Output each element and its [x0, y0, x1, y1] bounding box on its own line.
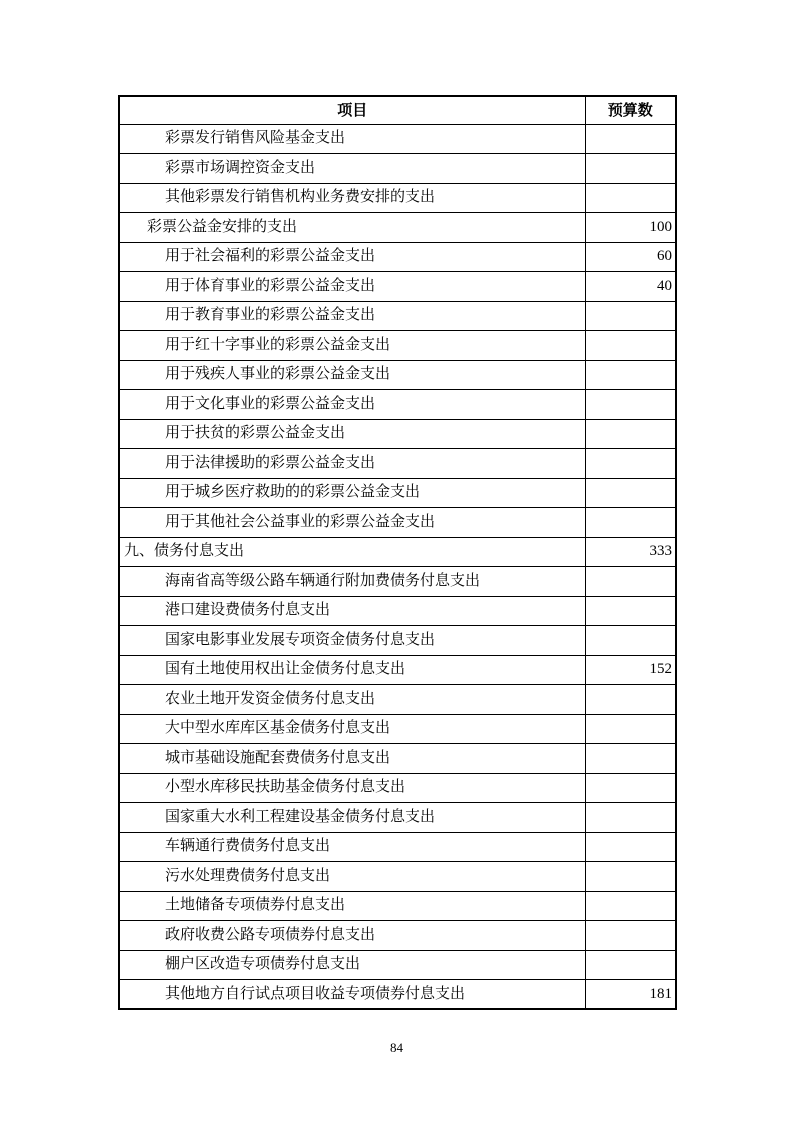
item-label-cell: 用于法律援助的彩票公益金支出 — [119, 449, 585, 479]
budget-value-cell: 333 — [585, 537, 676, 567]
table-row — [119, 567, 676, 597]
item-label-cell: 其他地方自行试点项目收益专项债券付息支出 — [119, 980, 585, 1010]
budget-value-cell — [585, 596, 676, 626]
item-label-cell: 其他彩票发行销售机构业务费安排的支出 — [119, 183, 585, 213]
budget-value-cell — [585, 301, 676, 331]
table-row — [119, 950, 676, 980]
item-label-cell: 用于城乡医疗救助的的彩票公益金支出 — [119, 478, 585, 508]
table-row — [119, 537, 676, 567]
budget-value-cell — [585, 950, 676, 980]
budget-value-cell — [585, 360, 676, 390]
page-number: 84 — [390, 1040, 403, 1055]
table-row — [119, 714, 676, 744]
budget-value-cell — [585, 832, 676, 862]
item-label-cell: 用于文化事业的彩票公益金支出 — [119, 390, 585, 420]
item-label-cell: 用于扶贫的彩票公益金支出 — [119, 419, 585, 449]
table-row — [119, 390, 676, 420]
table-header-row — [119, 96, 676, 124]
item-label-cell: 国家重大水利工程建设基金债务付息支出 — [119, 803, 585, 833]
item-label-cell: 用于社会福利的彩票公益金支出 — [119, 242, 585, 272]
budget-value-cell — [585, 154, 676, 184]
item-label-cell: 污水处理费债务付息支出 — [119, 862, 585, 892]
table-row — [119, 272, 676, 302]
column-header-budget: 预算数 — [585, 96, 676, 124]
budget-value-cell — [585, 124, 676, 154]
table-row — [119, 685, 676, 715]
table-row — [119, 449, 676, 479]
table-row — [119, 862, 676, 892]
table-row — [119, 213, 676, 243]
table-row — [119, 419, 676, 449]
item-label-cell: 用于红十字事业的彩票公益金支出 — [119, 331, 585, 361]
item-label-cell: 车辆通行费债务付息支出 — [119, 832, 585, 862]
table-row — [119, 183, 676, 213]
item-label-cell: 彩票发行销售风险基金支出 — [119, 124, 585, 154]
table-row — [119, 508, 676, 538]
table-row — [119, 921, 676, 951]
table-row — [119, 744, 676, 774]
budget-value-cell: 40 — [585, 272, 676, 302]
budget-value-cell — [585, 891, 676, 921]
item-label-cell: 农业土地开发资金债务付息支出 — [119, 685, 585, 715]
budget-value-cell — [585, 508, 676, 538]
budget-value-cell — [585, 773, 676, 803]
budget-value-cell — [585, 744, 676, 774]
table-row — [119, 596, 676, 626]
budget-value-cell — [585, 685, 676, 715]
table-body — [119, 124, 676, 1009]
budget-value-cell — [585, 478, 676, 508]
budget-value-cell — [585, 449, 676, 479]
budget-value-cell — [585, 626, 676, 656]
budget-value-cell — [585, 419, 676, 449]
item-label-cell: 大中型水库库区基金债务付息支出 — [119, 714, 585, 744]
table-row — [119, 891, 676, 921]
table-row — [119, 803, 676, 833]
item-label-cell: 用于其他社会公益事业的彩票公益金支出 — [119, 508, 585, 538]
table-row — [119, 154, 676, 184]
budget-value-cell — [585, 390, 676, 420]
budget-value-cell — [585, 862, 676, 892]
table-row — [119, 242, 676, 272]
budget-table — [118, 95, 677, 1010]
item-label-cell: 用于体育事业的彩票公益金支出 — [119, 272, 585, 302]
item-label-cell: 用于教育事业的彩票公益金支出 — [119, 301, 585, 331]
column-header-item: 项目 — [119, 96, 585, 124]
budget-value-cell — [585, 803, 676, 833]
budget-value-cell — [585, 714, 676, 744]
table-row — [119, 124, 676, 154]
item-label-cell: 九、债务付息支出 — [119, 537, 585, 567]
item-label-cell: 小型水库移民扶助基金债务付息支出 — [119, 773, 585, 803]
budget-value-cell — [585, 183, 676, 213]
item-label-cell: 土地储备专项债券付息支出 — [119, 891, 585, 921]
table-row — [119, 832, 676, 862]
budget-value-cell: 60 — [585, 242, 676, 272]
item-label-cell: 政府收费公路专项债券付息支出 — [119, 921, 585, 951]
item-label-cell: 国有土地使用权出让金债务付息支出 — [119, 655, 585, 685]
item-label-cell: 港口建设费债务付息支出 — [119, 596, 585, 626]
budget-value-cell — [585, 331, 676, 361]
item-label-cell: 国家电影事业发展专项资金债务付息支出 — [119, 626, 585, 656]
table-row — [119, 301, 676, 331]
table-row — [119, 773, 676, 803]
budget-value-cell — [585, 921, 676, 951]
table-row — [119, 626, 676, 656]
budget-value-cell: 181 — [585, 980, 676, 1010]
item-label-cell: 彩票公益金安排的支出 — [119, 213, 585, 243]
table-row — [119, 360, 676, 390]
item-label-cell: 海南省高等级公路车辆通行附加费债务付息支出 — [119, 567, 585, 597]
table-row — [119, 980, 676, 1010]
item-label-cell: 棚户区改造专项债券付息支出 — [119, 950, 585, 980]
budget-value-cell: 100 — [585, 213, 676, 243]
table-row — [119, 478, 676, 508]
budget-value-cell: 152 — [585, 655, 676, 685]
budget-value-cell — [585, 567, 676, 597]
table-row — [119, 655, 676, 685]
item-label-cell: 彩票市场调控资金支出 — [119, 154, 585, 184]
table-row — [119, 331, 676, 361]
item-label-cell: 城市基础设施配套费债务付息支出 — [119, 744, 585, 774]
item-label-cell: 用于残疾人事业的彩票公益金支出 — [119, 360, 585, 390]
